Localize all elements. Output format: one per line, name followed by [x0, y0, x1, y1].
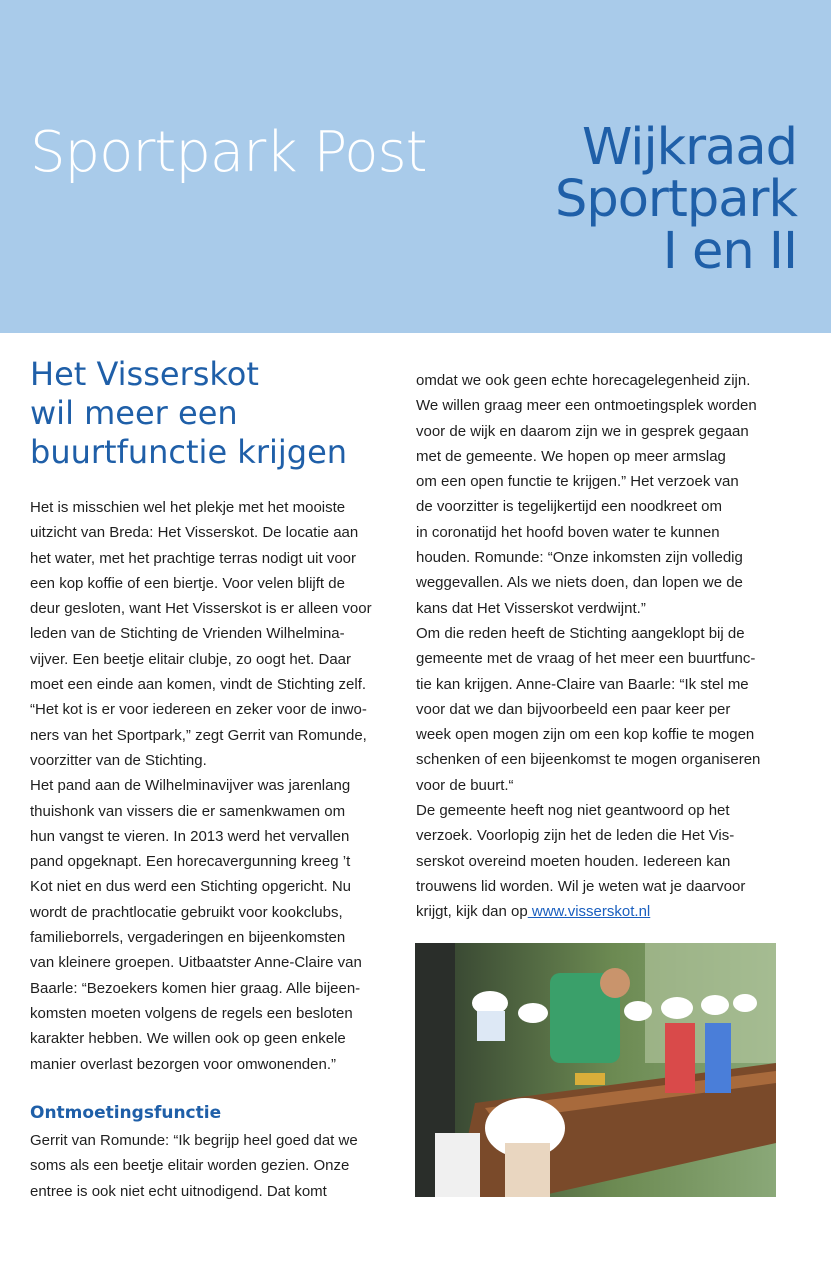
- text-line: gemeente met de vraag of het meer een buurtfunc-: [416, 650, 756, 668]
- text-line: [416, 899, 760, 924]
- text-line: manier overlast bezorgen voor omwonenden.”: [30, 1055, 336, 1073]
- text-line: voor de wijk en daarom zijn we in gesprek gegaan: [416, 422, 749, 440]
- text-line: familieborrels, vergaderingen en bijeenkomsten: [30, 929, 346, 947]
- text-line: een kop koffie of een biertje. Voor velen blijft de: [30, 574, 345, 592]
- organisation-line: Wijkraad: [581, 118, 797, 177]
- text-line: om een open functie te krijgen.” Het verzoek van: [416, 473, 739, 491]
- text-line: We willen graag meer een ontmoetingsplek worden: [416, 397, 757, 415]
- text-line: van kleinere groepen. Uitbaatster Anne-Claire van: [30, 954, 362, 972]
- photo-kids-cooking-class-icon: [415, 943, 776, 1197]
- text-line: het water, met het prachtige terras nodigt uit voor: [30, 549, 357, 567]
- text-line: ners van het Sportpark,” zegt Gerrit van Romunde,: [30, 726, 367, 744]
- organisation-line: I en II: [662, 222, 797, 281]
- text-line: leden van de Stichting de Vrienden Wilhelmina-: [30, 625, 345, 643]
- text-line: verzoek. Voorlopig zijn het de leden die Het Vis-: [416, 827, 735, 845]
- text-line: met de gemeente. We hopen op meer armslag: [416, 447, 726, 465]
- text-line: Gerrit van Romunde: “Ik begrijp heel goed dat we: [30, 1132, 358, 1149]
- headline-line: buurtfunctie krijgen: [30, 433, 348, 471]
- article-body-left-continued: [30, 1128, 358, 1204]
- text-line: omdat we ook geen echte horecagelegenheid zijn.: [416, 372, 751, 389]
- text-line: “Het kot is er voor iedereen en zeker voor de inwo-: [30, 701, 367, 719]
- text-line: karakter hebben. We willen ook op geen enkele: [30, 1030, 346, 1048]
- text-line: weggevallen. Als we niets doen, dan lopen we de: [416, 574, 743, 592]
- text-line: de voorzitter is tegelijkertijd een noodkreet om: [416, 498, 722, 516]
- text-line: tie kan krijgen. Anne-Claire van Baarle: “Ik stel me: [416, 675, 749, 693]
- header-banner: [0, 0, 831, 333]
- website-link[interactable]: www.visserskot.nl: [527, 903, 651, 921]
- text-line: entree is ook niet echt uitnodigend. Dat komt: [30, 1182, 327, 1200]
- text-line: soms als een beetje elitair worden gezien. Onze: [30, 1157, 350, 1175]
- text-line: Het pand aan de Wilhelminavijver was jarenlang: [30, 777, 351, 795]
- article-body-right: [416, 368, 760, 925]
- text-line: houden. Romunde: “Onze inkomsten zijn volledig: [416, 549, 743, 567]
- article-body-left: [30, 495, 372, 1077]
- text-line: vijver. Een beetje elitair clubje, zo oogt het. Daar: [30, 650, 352, 668]
- headline-line: wil meer een: [30, 394, 238, 432]
- text-line: uitzicht van Breda: Het Visserskot. De locatie aan: [30, 524, 359, 542]
- text-line: in coronatijd het hoofd boven water te kunnen: [416, 523, 720, 541]
- organisation-line: Sportpark: [554, 170, 797, 229]
- text-line: thuishonk van vissers die er samenkwamen om: [30, 802, 346, 820]
- text-line: trouwens lid worden. Wil je weten wat je daarvoor: [416, 877, 746, 895]
- text-line: Baarle: “Bezoekers komen hier graag. Alle bijeen-: [30, 979, 361, 997]
- text-line: voorzitter van de Stichting.: [30, 751, 207, 769]
- text-line: schenken of een bijeenkomst te mogen organiseren: [416, 751, 761, 769]
- text-line: wordt de prachtlocatie gebruikt voor kookclubs,: [30, 903, 343, 921]
- article-headline: [30, 355, 347, 472]
- text-line: De gemeente heeft nog niet geantwoord op het: [416, 802, 730, 820]
- text-line: Het is misschien wel het plekje met het mooiste: [30, 499, 346, 516]
- organisation-title: [554, 118, 797, 281]
- text-line: serskot overeind moeten houden. Iedereen kan: [416, 852, 731, 870]
- publication-title: Sportpark Post: [30, 120, 427, 185]
- text-line-prefix: krijgt, kijk dan op: [416, 903, 528, 921]
- text-line: week open mogen zijn om een kop koffie te mogen: [416, 726, 755, 744]
- text-line: kans dat Het Visserskot verdwijnt.”: [416, 599, 646, 617]
- text-line: Kot niet en dus werd een Stichting opgericht. Nu: [30, 878, 352, 896]
- text-line: komsten moeten volgens de regels een besloten: [30, 1004, 353, 1022]
- section-subheading: Ontmoetingsfunctie: [30, 1103, 222, 1123]
- text-line: voor de buurt.“: [416, 776, 514, 794]
- text-line: voor dat we dan bijvoorbeeld een paar keer per: [416, 700, 731, 718]
- text-line: moet een einde aan komen, vindt de Stichting zelf.: [30, 676, 367, 694]
- text-line: Om die reden heeft de Stichting aangeklopt bij de: [416, 624, 745, 642]
- text-line: deur gesloten, want Het Visserskot is er alleen voor: [30, 600, 372, 618]
- article-photo: [415, 943, 776, 1197]
- headline-line: Het Visserskot: [30, 355, 259, 393]
- text-line: pand opgeknapt. Een horecavergunning kreeg ’t: [30, 853, 351, 871]
- text-line: hun vangst te vieren. In 2013 werd het vervallen: [30, 827, 350, 845]
